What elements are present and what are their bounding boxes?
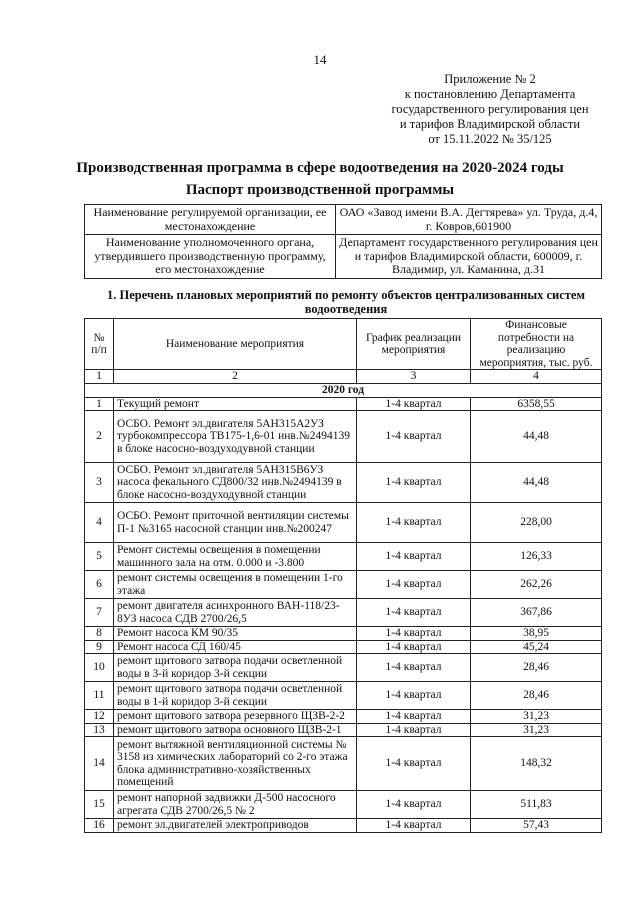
row-amount: 45,24 <box>471 640 602 654</box>
row-amount: 28,46 <box>471 654 602 682</box>
page-number: 14 <box>313 52 327 67</box>
row-amount: 28,46 <box>471 682 602 710</box>
header-name: Наименование мероприятия <box>114 319 357 370</box>
row-number: 16 <box>85 819 114 833</box>
table-row <box>85 791 602 819</box>
passport-label: Наименование уполномоченного органа, утвердившего производственную программу, его местонахождение <box>85 235 336 279</box>
row-schedule: 1-4 квартал <box>357 503 471 543</box>
row-schedule: 1-4 квартал <box>357 819 471 833</box>
row-number: 13 <box>85 723 114 737</box>
column-number: 1 <box>85 370 114 384</box>
table-row <box>85 571 602 599</box>
row-name: Ремонт насоса КМ 90/35 <box>114 627 357 641</box>
row-schedule: 1-4 квартал <box>357 627 471 641</box>
document-title: Производственная программа в сфере водоотведения на 2020-2024 годы <box>76 160 564 176</box>
row-number: 7 <box>85 599 114 627</box>
table-row <box>85 599 602 627</box>
plan-table <box>84 318 602 833</box>
row-amount: 31,23 <box>471 723 602 737</box>
row-amount: 262,26 <box>471 571 602 599</box>
row-name: ремонт напорной задвижки Д-500 насосного агрегата СДВ 2700/26,5 № 2 <box>114 791 357 819</box>
passport-value: ОАО «Завод имени В.А. Дегтярева» ул. Труда, д.4, г. Ковров,601900 <box>336 205 602 235</box>
table-row <box>85 411 602 463</box>
row-name: ремонт системы освещения в помещении 1-го этажа <box>114 571 357 599</box>
row-number: 15 <box>85 791 114 819</box>
table-row <box>85 819 602 833</box>
table-row <box>85 503 602 543</box>
row-amount: 6358,55 <box>471 397 602 411</box>
table-row <box>85 640 602 654</box>
year-row <box>85 383 602 397</box>
table-row <box>85 737 602 791</box>
row-number: 2 <box>85 411 114 463</box>
header-number: № п/п <box>85 319 114 370</box>
appendix-line: и тарифов Владимирской области <box>399 117 581 131</box>
row-schedule: 1-4 квартал <box>357 543 471 571</box>
row-number: 4 <box>85 503 114 543</box>
header-schedule: График реализации мероприятия <box>357 319 471 370</box>
row-name: ремонт щитового затвора резервного ЩЗВ-2-2 <box>114 710 357 724</box>
row-schedule: 1-4 квартал <box>357 654 471 682</box>
row-name: ремонт щитового затвора подачи осветленной воды в 3-й коридор 3-й секции <box>114 654 357 682</box>
table-row <box>85 710 602 724</box>
row-amount: 511,83 <box>471 791 602 819</box>
row-number: 14 <box>85 737 114 791</box>
row-number: 12 <box>85 710 114 724</box>
row-amount: 44,48 <box>471 411 602 463</box>
row-name: Текущий ремонт <box>114 397 357 411</box>
year-label: 2020 год <box>85 383 602 397</box>
row-name: ремонт вытяжной вентиляционной системы № 3158 из химических лабораторий со 2-го этажа блока административно-хозяйственных помещений <box>114 737 357 791</box>
appendix-line: Приложение № 2 <box>444 72 536 86</box>
row-number: 1 <box>85 397 114 411</box>
row-number: 6 <box>85 571 114 599</box>
row-schedule: 1-4 квартал <box>357 682 471 710</box>
row-amount: 148,32 <box>471 737 602 791</box>
row-schedule: 1-4 квартал <box>357 737 471 791</box>
table-row <box>85 463 602 503</box>
table-row <box>85 627 602 641</box>
table-row <box>85 397 602 411</box>
passport-table <box>84 204 602 279</box>
row-amount: 44,48 <box>471 463 602 503</box>
row-amount: 126,33 <box>471 543 602 571</box>
document-subtitle: Паспорт производственной программы <box>185 182 455 198</box>
row-schedule: 1-4 квартал <box>357 463 471 503</box>
appendix-line: к постановлению Департамента <box>404 87 576 101</box>
section-title: 1. Перечень плановых мероприятий по ремонту объектов централизованных систем водоотведения <box>107 288 585 316</box>
row-schedule: 1-4 квартал <box>357 723 471 737</box>
row-amount: 367,86 <box>471 599 602 627</box>
column-number: 3 <box>357 370 471 384</box>
row-name: Ремонт насоса СД 160/45 <box>114 640 357 654</box>
row-number: 10 <box>85 654 114 682</box>
row-name: ОСБО. Ремонт эл.двигателя 5АН315В6УЗ насоса фекального СД800/32 инв.№2494139 в блоке насосно-воздуходувной станции <box>114 463 357 503</box>
column-number: 4 <box>471 370 602 384</box>
row-schedule: 1-4 квартал <box>357 640 471 654</box>
row-name: Ремонт системы освещения в помещении машинного зала на отм. 0.000 и -3.800 <box>114 543 357 571</box>
row-name: ОСБО. Ремонт эл.двигателя 5АН315А2УЗ турбокомпрессора ТВ175-1,6-01 инв.№2494139 в блоке насосно-воздуходувной станции <box>114 411 357 463</box>
row-schedule: 1-4 квартал <box>357 397 471 411</box>
row-schedule: 1-4 квартал <box>357 791 471 819</box>
row-number: 5 <box>85 543 114 571</box>
row-name: ремонт щитового затвора основного ЩЗВ-2-1 <box>114 723 357 737</box>
row-schedule: 1-4 квартал <box>357 411 471 463</box>
passport-label: Наименование регулируемой организации, ее местонахождение <box>85 205 336 235</box>
column-number-row <box>85 370 602 384</box>
column-number: 2 <box>114 370 357 384</box>
row-number: 9 <box>85 640 114 654</box>
table-row <box>85 654 602 682</box>
table-row <box>85 543 602 571</box>
appendix-line: государственного регулирования цен <box>391 102 589 116</box>
passport-value: Департамент государственного регулирования цен и тарифов Владимирской области, 600009, г. Владимир, ул. Каманина, д.31 <box>336 235 602 279</box>
row-number: 11 <box>85 682 114 710</box>
row-amount: 228,00 <box>471 503 602 543</box>
row-amount: 57,43 <box>471 819 602 833</box>
row-name: ремонт эл.двигателей электроприводов <box>114 819 357 833</box>
row-amount: 31,23 <box>471 710 602 724</box>
row-schedule: 1-4 квартал <box>357 599 471 627</box>
row-name: ремонт щитового затвора подачи осветленной воды в 1-й коридор 3-й секции <box>114 682 357 710</box>
table-row <box>85 723 602 737</box>
row-number: 3 <box>85 463 114 503</box>
table-header-row <box>85 319 602 370</box>
row-name: ремонт двигателя асинхронного ВАН-118/23-8УЗ насоса СДВ 2700/26,5 <box>114 599 357 627</box>
row-schedule: 1-4 квартал <box>357 571 471 599</box>
appendix-block <box>380 72 600 147</box>
row-number: 8 <box>85 627 114 641</box>
header-finance: Финансовые потребности на реализацию мероприятия, тыс. руб. <box>471 319 602 370</box>
row-name: ОСБО. Ремонт приточной вентиляции системы П-1 №3165 насосной станции инв.№200247 <box>114 503 357 543</box>
table-row <box>85 682 602 710</box>
row-schedule: 1-4 квартал <box>357 710 471 724</box>
row-amount: 38,95 <box>471 627 602 641</box>
appendix-line: от 15.11.2022 № 35/125 <box>428 132 552 146</box>
